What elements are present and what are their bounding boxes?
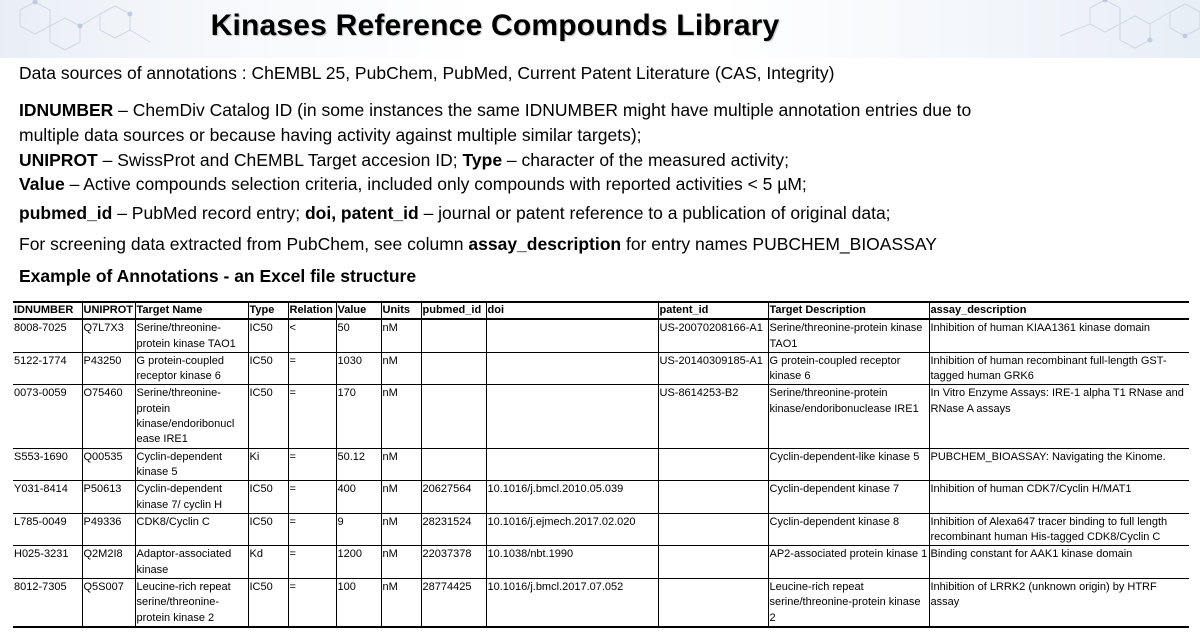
table-cell: 22037378 bbox=[421, 546, 486, 579]
table-cell: 50 bbox=[336, 319, 381, 352]
table-cell bbox=[421, 448, 486, 481]
table-row bbox=[13, 448, 1189, 481]
table-cell: nM bbox=[381, 352, 421, 385]
table-cell: 0073-0059 bbox=[13, 385, 82, 448]
table-cell: = bbox=[288, 513, 336, 546]
table-cell bbox=[658, 448, 768, 481]
column-header: doi bbox=[486, 302, 658, 319]
table-cell: nM bbox=[381, 513, 421, 546]
table-row bbox=[13, 513, 1189, 546]
table-cell: Ki bbox=[248, 448, 288, 481]
table-cell: US-20140309185-A1 bbox=[658, 352, 768, 385]
doi-text: – journal or patent reference to a publication of original data; bbox=[418, 203, 891, 223]
table-cell: Inhibition of human recombinant full-length GST-tagged human GRK6 bbox=[929, 352, 1189, 385]
table-body bbox=[13, 319, 1189, 627]
annotations-table bbox=[13, 301, 1189, 628]
table-cell: Cyclin-dependent kinase 5 bbox=[135, 448, 248, 481]
value-term: Value bbox=[19, 174, 65, 194]
idnumber-text: – ChemDiv Catalog ID (in some instances the same IDNUMBER might have multiple annotation entries due to bbox=[113, 100, 972, 120]
idnumber-term: IDNUMBER bbox=[19, 100, 114, 120]
table-cell: 28774425 bbox=[421, 579, 486, 627]
table-cell bbox=[486, 319, 658, 352]
table-cell: = bbox=[288, 481, 336, 514]
table-cell: G protein-coupled receptor kinase 6 bbox=[135, 352, 248, 385]
table-cell: < bbox=[288, 319, 336, 352]
table-cell bbox=[486, 352, 658, 385]
column-header: Units bbox=[381, 302, 421, 319]
table-row bbox=[13, 319, 1189, 352]
table-cell: CDK8/Cyclin C bbox=[135, 513, 248, 546]
table-cell: nM bbox=[381, 546, 421, 579]
table-cell: Cyclin-dependent kinase 7 bbox=[768, 481, 929, 514]
table-cell bbox=[658, 546, 768, 579]
table-cell: 1200 bbox=[336, 546, 381, 579]
table-cell: Q00535 bbox=[82, 448, 135, 481]
table-row bbox=[13, 352, 1189, 385]
table-cell: IC50 bbox=[248, 579, 288, 627]
table-cell: Adaptor-associated kinase bbox=[135, 546, 248, 579]
table-cell: = bbox=[288, 546, 336, 579]
page-title: Kinases Reference Compounds Library bbox=[210, 9, 780, 42]
table-cell bbox=[658, 513, 768, 546]
table-cell: 170 bbox=[336, 385, 381, 448]
table-cell: IC50 bbox=[248, 352, 288, 385]
table-cell: In Vitro Enzyme Assays: IRE-1 alpha T1 RNase and RNase A assays bbox=[929, 385, 1189, 448]
table-row bbox=[13, 385, 1189, 448]
table-cell: 1030 bbox=[336, 352, 381, 385]
table-cell: nM bbox=[381, 319, 421, 352]
pubmed-text: – PubMed record entry; bbox=[112, 203, 305, 223]
column-header: Type bbox=[248, 302, 288, 319]
table-cell: Cyclin-dependent-like kinase 5 bbox=[768, 448, 929, 481]
table-cell: Q7L7X3 bbox=[82, 319, 135, 352]
type-text: – character of the measured activity; bbox=[502, 150, 789, 170]
table-cell: 10.1038/nbt.1990 bbox=[486, 546, 658, 579]
column-header: pubmed_id bbox=[421, 302, 486, 319]
table-cell bbox=[486, 448, 658, 481]
table-cell: IC50 bbox=[248, 481, 288, 514]
uniprot-type-definition bbox=[19, 148, 789, 172]
table-cell: Serine/threonine-protein kinase TAO1 bbox=[768, 319, 929, 352]
value-definition bbox=[19, 172, 807, 196]
pubmed-doi-definition bbox=[19, 201, 891, 225]
table-cell: L785-0049 bbox=[13, 513, 82, 546]
table-cell: Cyclin-dependent kinase 8 bbox=[768, 513, 929, 546]
idnumber-definition bbox=[19, 98, 971, 122]
table-cell: Binding constant for AAK1 kinase domain bbox=[929, 546, 1189, 579]
table-cell: 8012-7305 bbox=[13, 579, 82, 627]
table-cell: IC50 bbox=[248, 513, 288, 546]
type-term: Type bbox=[462, 150, 503, 170]
table-cell: H025-3231 bbox=[13, 546, 82, 579]
table-cell bbox=[421, 319, 486, 352]
table-cell: S553-1690 bbox=[13, 448, 82, 481]
table-cell: Leucine-rich repeat serine/threonine-protein kinase 2 bbox=[768, 579, 929, 627]
table-cell: O75460 bbox=[82, 385, 135, 448]
column-header: Target Description bbox=[768, 302, 929, 319]
data-sources-line: Data sources of annotations : ChEMBL 25, PubChem, PubMed, Current Patent Literature (CAS, Integrity) bbox=[19, 63, 835, 83]
table-cell: 10.1016/j.bmcl.2010.05.039 bbox=[486, 481, 658, 514]
column-header: IDNUMBER bbox=[13, 302, 82, 319]
table-cell: Kd bbox=[248, 546, 288, 579]
table-cell: = bbox=[288, 385, 336, 448]
table-cell: = bbox=[288, 352, 336, 385]
example-heading: Example of Annotations - an Excel file structure bbox=[19, 266, 417, 286]
table-cell: IC50 bbox=[248, 319, 288, 352]
header-banner bbox=[0, 0, 1200, 58]
table-cell: IC50 bbox=[248, 385, 288, 448]
table-cell: nM bbox=[381, 448, 421, 481]
table-row bbox=[13, 546, 1189, 579]
table-header-row bbox=[13, 302, 1189, 319]
table-row bbox=[13, 481, 1189, 514]
table-cell: 9 bbox=[336, 513, 381, 546]
table-cell bbox=[658, 579, 768, 627]
column-header: patent_id bbox=[658, 302, 768, 319]
table-row bbox=[13, 579, 1189, 627]
table-cell: Q2M2I8 bbox=[82, 546, 135, 579]
table-cell bbox=[486, 385, 658, 448]
table-cell bbox=[658, 481, 768, 514]
table-cell: Serine/threonine-protein kinase TAO1 bbox=[135, 319, 248, 352]
table-cell: Y031-8414 bbox=[13, 481, 82, 514]
column-header: Target Name bbox=[135, 302, 248, 319]
table-cell: Serine/threonine-protein kinase/endoribonuclease IRE1 bbox=[768, 385, 929, 448]
table-cell: US-8614253-B2 bbox=[658, 385, 768, 448]
column-header: Value bbox=[336, 302, 381, 319]
table-cell: US-20070208166-A1 bbox=[658, 319, 768, 352]
value-text: – Active compounds selection criteria, included only compounds with reported activities < 5 µM; bbox=[64, 174, 807, 194]
column-header: assay_description bbox=[929, 302, 1189, 319]
screening-text: For screening data extracted from PubChem, see column bbox=[19, 234, 469, 254]
table-cell: 10.1016/j.ejmech.2017.02.020 bbox=[486, 513, 658, 546]
table-cell: 8008-7025 bbox=[13, 319, 82, 352]
table-cell: Inhibition of human KIAA1361 kinase domain bbox=[929, 319, 1189, 352]
table-cell: 10.1016/j.bmcl.2017.07.052 bbox=[486, 579, 658, 627]
table-cell: P43250 bbox=[82, 352, 135, 385]
table-cell: Leucine-rich repeat serine/threonine-protein kinase 2 bbox=[135, 579, 248, 627]
screening-note bbox=[19, 232, 937, 256]
table-cell: Serine/threonine-protein kinase/endoribonucl ease IRE1 bbox=[135, 385, 248, 448]
table-cell: PUBCHEM_BIOASSAY: Navigating the Kinome. bbox=[929, 448, 1189, 481]
screening-term: assay_description bbox=[468, 234, 622, 254]
table-cell: nM bbox=[381, 385, 421, 448]
table-cell bbox=[421, 352, 486, 385]
table-cell: nM bbox=[381, 579, 421, 627]
table-cell: G protein-coupled receptor kinase 6 bbox=[768, 352, 929, 385]
table-cell: Cyclin-dependent kinase 7/ cyclin H bbox=[135, 481, 248, 514]
table-cell: = bbox=[288, 579, 336, 627]
table-cell: Inhibition of LRRK2 (unknown origin) by HTRF assay bbox=[929, 579, 1189, 627]
table-cell: Q5S007 bbox=[82, 579, 135, 627]
table-cell: 20627564 bbox=[421, 481, 486, 514]
table-cell: 5122-1774 bbox=[13, 352, 82, 385]
table-cell: 50.12 bbox=[336, 448, 381, 481]
uniprot-text: – SwissProt and ChEMBL Target accesion ID; bbox=[97, 150, 463, 170]
doi-term: doi, patent_id bbox=[304, 203, 419, 223]
pubmed-term: pubmed_id bbox=[19, 203, 113, 223]
table-cell: 400 bbox=[336, 481, 381, 514]
table-cell: 100 bbox=[336, 579, 381, 627]
idnumber-definition-cont: multiple data sources or because having activity against multiple similar targets); bbox=[19, 125, 642, 145]
uniprot-term: UNIPROT bbox=[19, 150, 98, 170]
column-header: UNIPROT bbox=[82, 302, 135, 319]
table-cell: Inhibition of human CDK7/Cyclin H/MAT1 bbox=[929, 481, 1189, 514]
table-cell: 28231524 bbox=[421, 513, 486, 546]
table-cell: Inhibition of Alexa647 tracer binding to full length recombinant human His-tagged CDK8/Cyclin C bbox=[929, 513, 1189, 546]
table-cell: P50613 bbox=[82, 481, 135, 514]
table-cell: = bbox=[288, 448, 336, 481]
column-header: Relation bbox=[288, 302, 336, 319]
screening-text-end: for entry names PUBCHEM_BIOASSAY bbox=[621, 234, 937, 254]
table-cell: AP2-associated protein kinase 1 bbox=[768, 546, 929, 579]
table-cell bbox=[421, 385, 486, 448]
table-cell: nM bbox=[381, 481, 421, 514]
table-cell: P49336 bbox=[82, 513, 135, 546]
